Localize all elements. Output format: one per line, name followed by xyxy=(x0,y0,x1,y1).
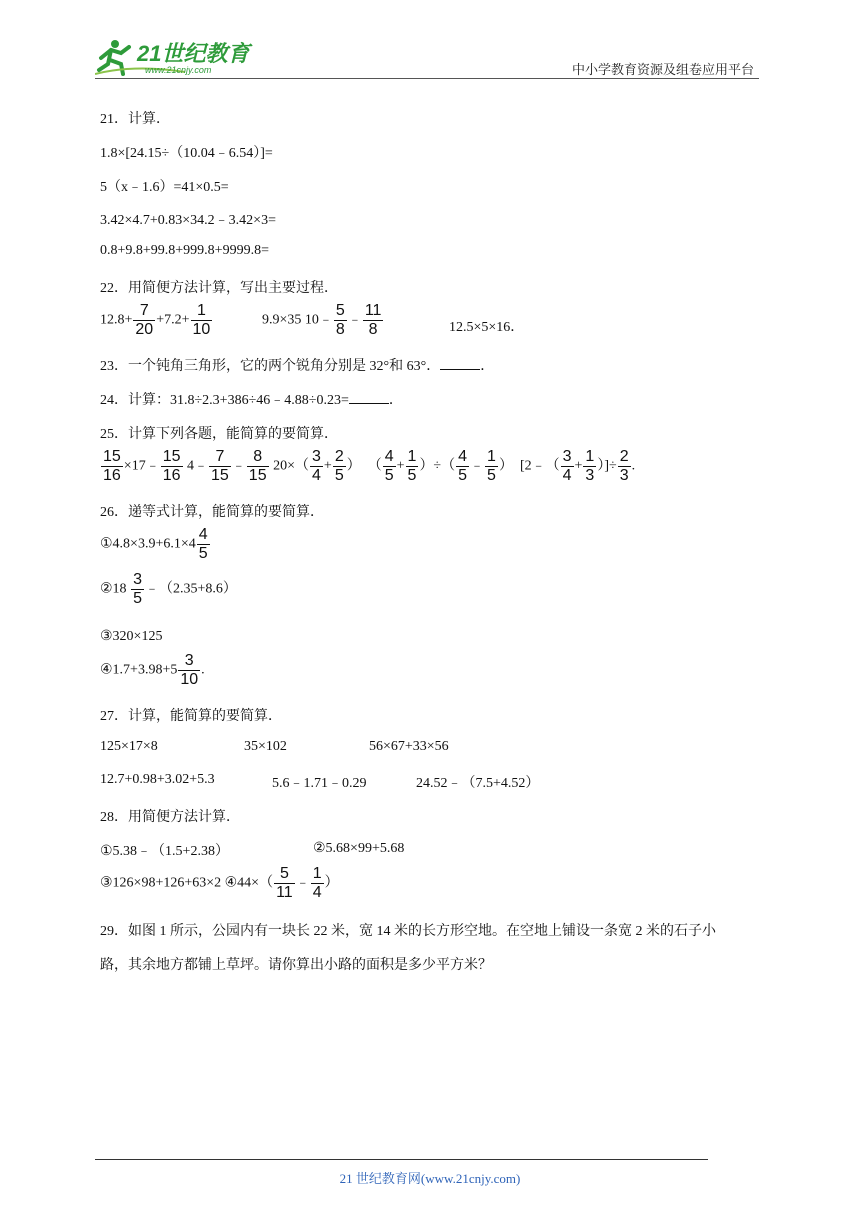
q28-title: 28．用简便方法计算． xyxy=(100,810,240,825)
q28-expr-b: ②5.68×99+5.68 xyxy=(313,841,405,856)
q24-text: 24．计算：31.8÷2.3+386÷46﹣4.88÷0.23= ． xyxy=(100,393,403,408)
fraction: $\frac{1}{5}$ xyxy=(407,448,417,484)
q21-line-4: 0.8+9.8+99.8+999.8+9999.8= xyxy=(100,243,269,258)
fraction: $\frac{2}{3}$ xyxy=(619,448,629,484)
fraction: $\frac{1}{4}$ xyxy=(312,865,322,901)
fraction: $\frac{4}{5}$ xyxy=(198,526,208,562)
fraction: $\frac{1}{3}$ xyxy=(585,448,595,484)
site-logo xyxy=(95,36,260,78)
q22-title: 22．用简便方法计算，写出主要过程． xyxy=(100,281,338,296)
header-platform-text: 中小学教育资源及组卷应用平台 xyxy=(571,62,754,77)
q28-expr-a: ①5.38﹣（1.5+2.38） xyxy=(100,844,229,859)
q22-expr-c: 12.5×5×16． xyxy=(449,320,525,335)
q27-expr-d: 12.7+0.98+3.02+5.3 xyxy=(100,772,215,787)
fraction: $\frac{1}{10}$ xyxy=(192,302,211,338)
answer-blank[interactable] xyxy=(349,391,389,404)
fraction: $\frac{3}{4}$ xyxy=(312,448,321,484)
q23-text: 23．一个钝角三角形，它的两个锐角分别是 32°和 63°． ． xyxy=(100,359,495,374)
fraction: $\frac{3}{4}$ xyxy=(562,448,572,484)
fraction: $\frac{2}{5}$ xyxy=(334,448,344,484)
q21-title: 21．计算． xyxy=(100,112,170,127)
q21-line-3: 3.42×4.7+0.83×34.2﹣3.42×3= xyxy=(100,213,276,228)
fraction: $\frac{1}{5}$ xyxy=(487,448,496,484)
q27-expr-f: 24.52﹣（7.5+4.52） xyxy=(416,776,540,791)
q25-exprs: $\frac{15}{16}$ ×17﹣ $\frac{15}{16}$ 4﹣ $\frac{7}{15}$ ﹣ $\frac{8}{15}$ 20×（ $\frac{3}{4}$ + $\frac{2}{5}$ ） （ $\frac{4}{5}$ + $\frac{1}{5}$ ）÷（ $\frac{4}{5}$ ﹣ $\frac{1}{5}$ ） [2﹣（ $\frac{3}{4}$ + $\frac{1}{3}$ ）]÷ $\frac{2}{3}$ . xyxy=(103,448,636,484)
q28-expr-c: ③126×98+126+63×2 ④44×（ $\frac{5}{11}$ ﹣ $\frac{1}{4}$ ） xyxy=(100,865,339,901)
q21-line-1: 1.8×[24.15÷（10.04﹣6.54）]= xyxy=(100,146,273,161)
fraction: $\frac{15}{16}$ xyxy=(162,448,181,484)
fraction: $\frac{7}{20}$ xyxy=(135,302,154,338)
q27-expr-e: 5.6﹣1.71﹣0.29 xyxy=(272,776,367,791)
logo-url: www.21cnjy.com xyxy=(145,65,212,75)
q26-line-1: ①4.8×3.9+6.1×4 $\frac{4}{5}$ xyxy=(100,526,208,562)
answer-blank[interactable] xyxy=(440,357,480,370)
fraction: $\frac{8}{15}$ xyxy=(248,448,267,484)
logo-text: 21世纪教育 xyxy=(137,41,250,66)
q26-title: 26．递等式计算，能简算的要简算． xyxy=(100,505,324,520)
fraction: $\frac{3}{5}$ xyxy=(133,571,142,607)
fraction: $\frac{7}{15}$ xyxy=(211,448,229,484)
q26-line-3: ③320×125 xyxy=(100,629,163,644)
q27-expr-a: 125×17×8 xyxy=(100,739,158,754)
q26-line-4: ④1.7+3.98+5 $\frac{3}{10}$ . xyxy=(100,652,205,688)
q26-line-2: ②18 $\frac{3}{5}$ ﹣（2.35+8.6） xyxy=(100,571,237,607)
fraction: $\frac{4}{5}$ xyxy=(458,448,468,484)
fraction: $\frac{4}{5}$ xyxy=(384,448,394,484)
q21-line-2: 5（x﹣1.6）=41×0.5= xyxy=(100,180,229,195)
footer-link[interactable]: 21 世纪教育网(www.21cnjy.com) xyxy=(339,1171,521,1186)
footer-divider xyxy=(95,1159,708,1160)
header-divider xyxy=(95,78,759,79)
q29-line-1: 29．如图 1 所示，公园内有一块长 22 米，宽 14 米的长方形空地。在空地上铺设一条宽 2 米的石子小 xyxy=(100,924,716,939)
fraction: $\frac{11}{8}$ xyxy=(364,302,382,338)
fraction: $\frac{5}{11}$ xyxy=(276,865,293,901)
q22-expr-a: 12.8+ $\frac{7}{20}$ +7.2+ $\frac{1}{10}$ xyxy=(100,302,211,338)
q27-expr-b: 35×102 xyxy=(244,739,287,754)
q29-line-2: 路，其余地方都铺上草坪。请你算出小路的面积是多少平方米？ xyxy=(100,958,492,973)
q27-title: 27．计算，能简算的要简算． xyxy=(100,709,282,724)
q22-expr-b: 9.9×35 10﹣ $\frac{5}{8}$ ﹣ $\frac{11}{8}$ xyxy=(262,302,382,338)
fraction: $\frac{5}{8}$ xyxy=(335,302,345,338)
q25-title: 25．计算下列各题，能简算的要简算． xyxy=(100,427,338,442)
fraction: $\frac{15}{16}$ xyxy=(103,448,121,484)
q27-expr-c: 56×67+33×56 xyxy=(369,739,449,754)
fraction: $\frac{3}{10}$ xyxy=(180,652,199,688)
